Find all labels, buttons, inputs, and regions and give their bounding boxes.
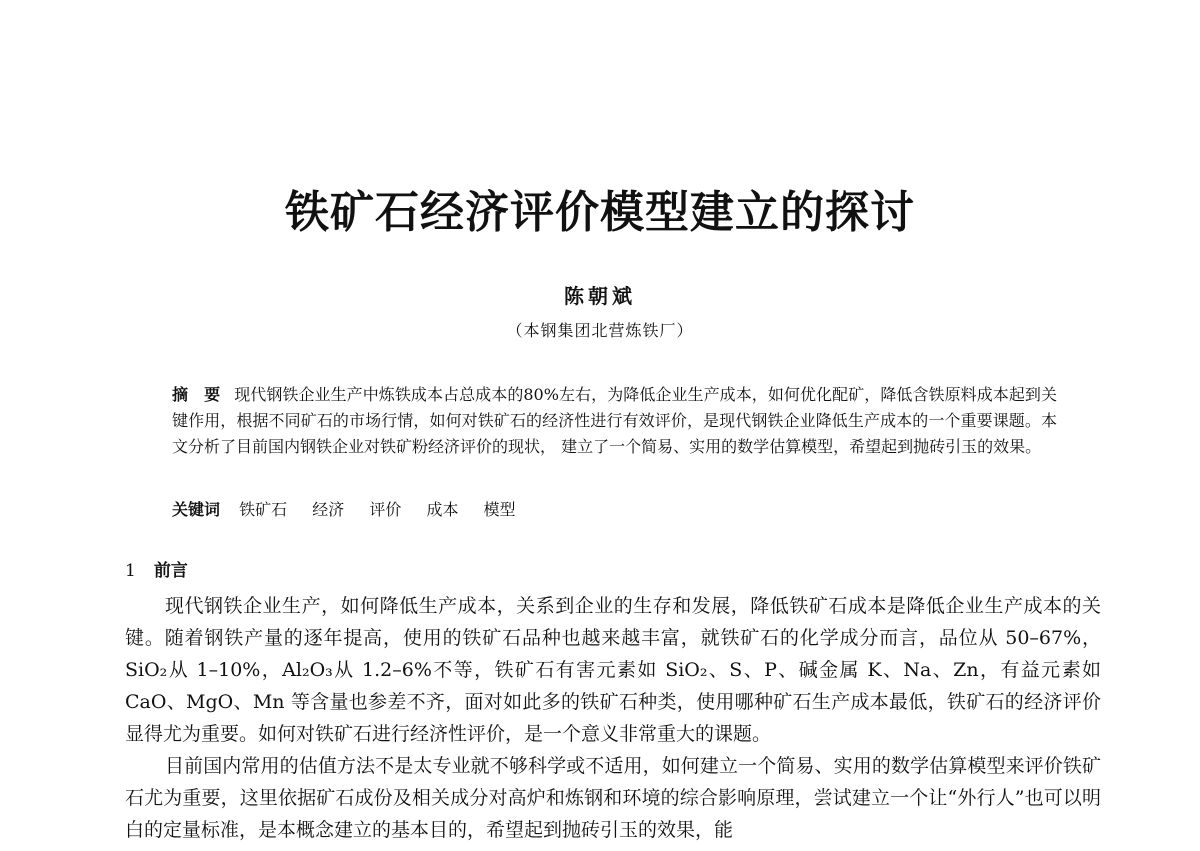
section-number: 1 bbox=[125, 561, 136, 581]
body-paragraph: 目前国内常用的估值方法不是太专业就不够科学或不适用，如何建立一个简易、实用的数学估算模型来评价铁矿石尤为重要，这里依据矿石成份及相关成分对高炉和炼钢和环境的综合影响原理，尝试建立一个让“外行人”也可以明白的定量标准，是本概念建立的基本目的，希望起到抛砖引玉的效果，能 bbox=[125, 755, 1101, 841]
section-heading bbox=[125, 558, 188, 584]
keywords bbox=[172, 497, 536, 523]
abstract bbox=[172, 382, 1057, 460]
keywords-label: 关键词 bbox=[172, 500, 221, 519]
author-affiliation: （本钢集团北营炼铁厂） bbox=[506, 321, 694, 340]
section-title: 前言 bbox=[153, 561, 188, 581]
author-name: 陈朝斌 bbox=[564, 284, 636, 308]
keyword-item: 成本 bbox=[426, 500, 459, 519]
abstract-label: 摘 要 bbox=[172, 385, 221, 404]
keyword-item: 铁矿石 bbox=[239, 500, 288, 519]
keyword-item: 评价 bbox=[369, 500, 402, 519]
abstract-text: 现代钢铁企业生产中炼铁成本占总成本的80%左右，为降低企业生产成本，如何优化配矿，降低含铁原料成本起到关键作用，根据不同矿石的市场行情，如何对铁矿石的经济性进行有效评价，是现代钢铁企业降低生产成本的一个重要课题。本文分析了目前国内钢铁企业对铁矿粉经济评价的现状， 建立了一个简易、实用的数学估算模型，希望起到抛砖引玉的效果。 bbox=[172, 385, 1057, 456]
body-paragraph: 现代钢铁企业生产，如何降低生产成本，关系到企业的生存和发展，降低铁矿石成本是降低企业生产成本的关键。随着钢铁产量的逐年提高，使用的铁矿石品种也越来越丰富，就铁矿石的化学成分而言，品位从 50–67%，SiO₂从 1–10%，Al₂O₃从 1.2–6%不等，铁矿石有害元素如 SiO₂、S、P、碱金属 K、Na、Zn，有益元素如 CaO、MgO、Mn 等含量也参差不齐，面对如此多的铁矿石种类，使用哪种矿石生产成本最低，铁矿石的经济评价显得尤为重要。如何对铁矿石进行经济性评价，是一个意义非常重大的课题。 bbox=[125, 595, 1101, 745]
paper-title: 铁矿石经济评价模型建立的探讨 bbox=[285, 187, 915, 238]
keyword-item: 经济 bbox=[312, 500, 345, 519]
keyword-item: 模型 bbox=[483, 500, 516, 519]
